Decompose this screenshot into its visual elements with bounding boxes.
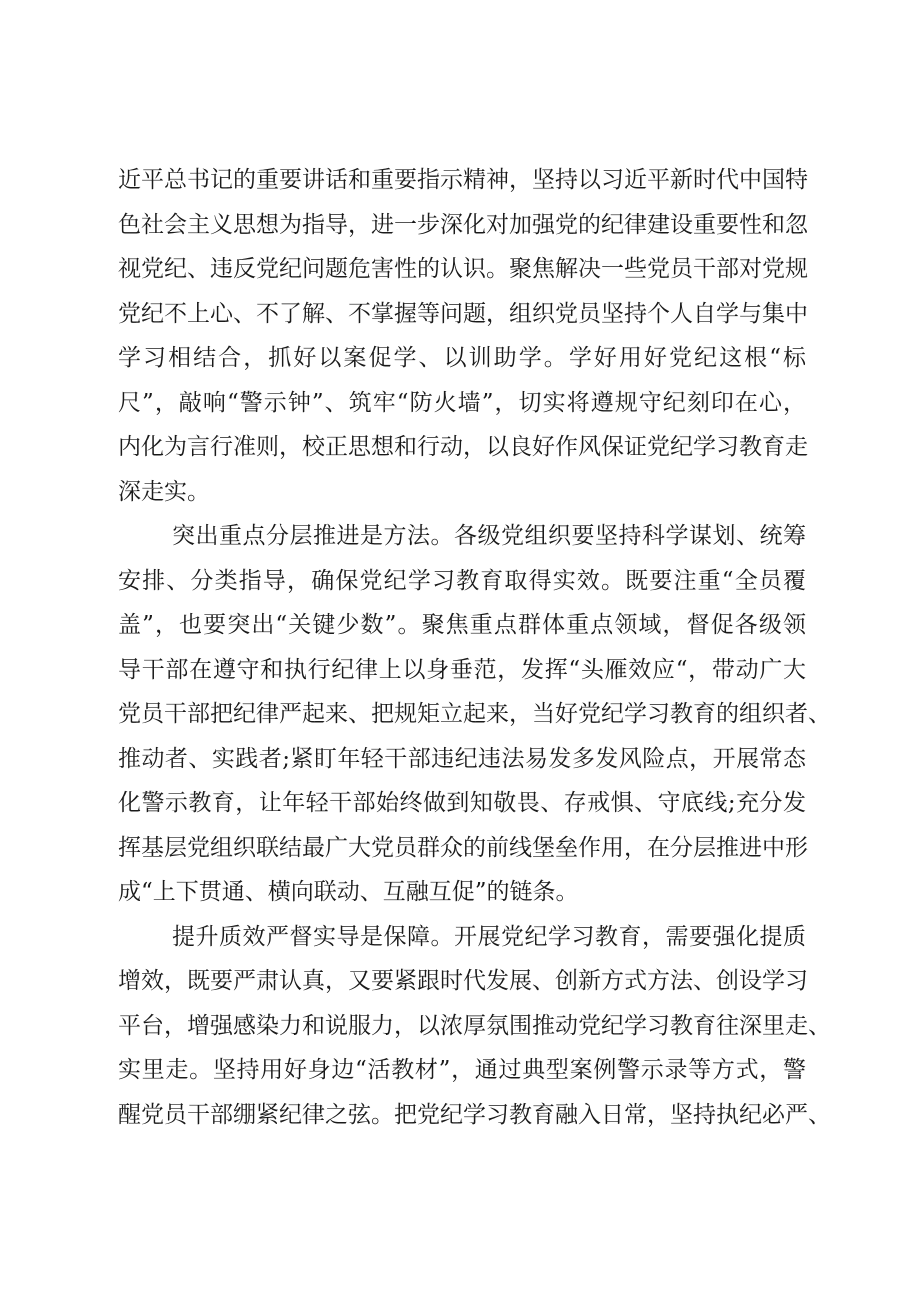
text-line: 提升质效严督实导是保障。开展党纪学习教育，需要强化提质 [172,923,806,950]
document-body [118,158,831,1137]
text-line: 安排、分类指导，确保党纪学习教育取得实效。既要注重“全员覆 [118,567,806,594]
text-line: 党纪不上心、不了解、不掌握等问题，组织党员坚持个人自学与集中 [118,300,808,327]
paragraph-3 [118,915,831,1138]
text-line: 平台，增强感染力和说服力，以浓厚氛围推动党纪学习教育往深里走、 [118,1012,831,1039]
paragraph-1 [118,158,806,514]
text-line: 内化为言行准则，校正思想和行动，以良好作风保证党纪学习教育走 [118,434,808,460]
text-line: 尺”，敲响“警示钟”、筑牢“防火墙”，切实将遵规守纪刻印在心， [118,389,806,416]
text-line: 近平总书记的重要讲话和重要指示精神，坚持以习近平新时代中国特 [118,167,808,193]
text-line: 醒党员干部绷紧纪律之弦。把党纪学习教育融入日常，坚持执纪必严、 [118,1101,831,1128]
text-line: 学习相结合，抓好以案促学、以训助学。学好用好党纪这根“标 [118,345,806,371]
text-line: 视党纪、违反党纪问题危害性的认识。聚焦解决一些党员干部对党规 [118,256,808,282]
text-line: 推动者、实践者;紧盯年轻干部违纪违法易发多发风险点，开展常态 [118,745,806,772]
text-line: 党员干部把纪律严起来、把规矩立起来，当好党纪学习教育的组织者、 [118,701,831,727]
text-line: 实里走。坚持用好身边“活教材”，通过典型案例警示录等方式，警 [118,1057,806,1083]
text-line: 增效，既要严肃认真，又要紧跟时代发展、创新方式方法、创设学习 [118,968,808,994]
text-line: 化警示教育，让年轻干部始终做到知敬畏、存戒惧、守底线;充分发 [118,790,806,816]
text-line: 突出重点分层推进是方法。各级党组织要坚持科学谋划、统筹 [172,523,806,549]
text-line: 盖”，也要突出“关键少数”。聚焦重点群体重点领域，督促各级领 [118,612,806,638]
paragraph-2 [118,514,831,915]
text-line: 色社会主义思想为指导，进一步深化对加强党的纪律建设重要性和忽 [118,211,808,238]
text-line: 成“上下贯通、横向联动、互融互促”的链条。 [118,879,579,905]
text-line: 导干部在遵守和执行纪律上以身垂范，发挥“头雁效应“，带动广大 [118,656,806,683]
text-line: 深走实。 [118,478,210,505]
text-line: 挥基层党组织联结最广大党员群众的前线堡垒作用，在分层推进中形 [118,834,808,861]
